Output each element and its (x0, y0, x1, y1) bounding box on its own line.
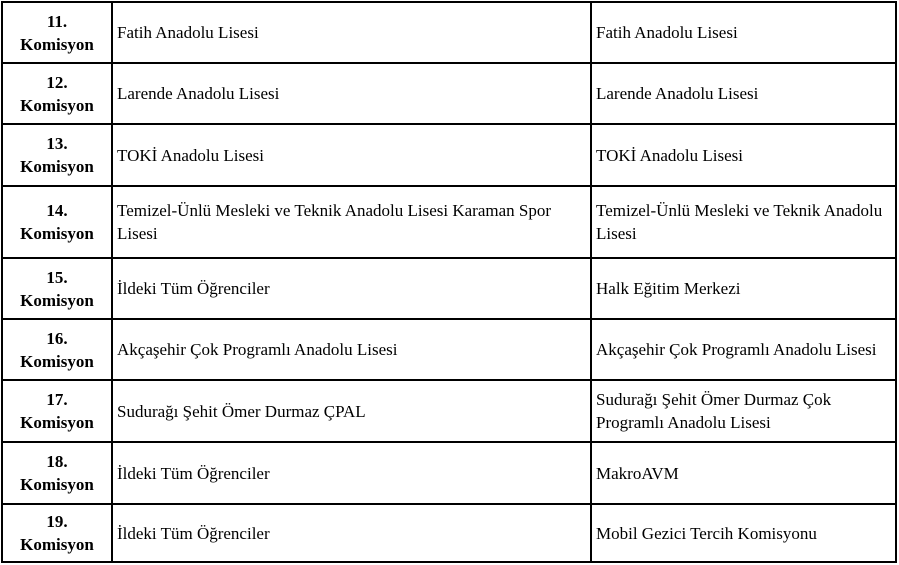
commission-number: 16. (46, 328, 68, 348)
commission-label: Komisyon (20, 157, 94, 176)
location-cell: Halk Eğitim Merkezi (590, 257, 897, 318)
location-cell: Mobil Gezici Tercih Komisyonu (590, 503, 897, 563)
table-row (1, 1, 897, 62)
commission-label: Komisyon (20, 413, 94, 432)
commission-number-cell (1, 185, 111, 257)
table-row (1, 185, 897, 257)
school-cell: İldeki Tüm Öğrenciler (111, 257, 590, 318)
commission-number: 11. (46, 11, 68, 31)
table-row (1, 503, 897, 563)
table-row (1, 379, 897, 441)
school-cell: TOKİ Anadolu Lisesi (111, 123, 590, 185)
location-cell: Sudurağı Şehit Ömer Durmaz Çok Programlı Anadolu Lisesi (590, 379, 897, 441)
location-cell: Temizel-Ünlü Mesleki ve Teknik Anadolu Lisesi (590, 185, 897, 257)
table-row (1, 441, 897, 503)
location-cell: Larende Anadolu Lisesi (590, 62, 897, 123)
location-cell: Fatih Anadolu Lisesi (590, 1, 897, 62)
school-cell: Fatih Anadolu Lisesi (111, 1, 590, 62)
commission-number-cell (1, 318, 111, 379)
commission-number: 18. (46, 452, 68, 471)
commission-number: 19. (46, 512, 68, 531)
school-cell: Larende Anadolu Lisesi (111, 62, 590, 123)
commission-number: 17. (46, 390, 68, 409)
commission-label: Komisyon (20, 535, 94, 554)
commission-number: 15. (46, 267, 68, 287)
commission-label: Komisyon (20, 34, 94, 54)
school-cell: İldeki Tüm Öğrenciler (111, 441, 590, 503)
table-row (1, 123, 897, 185)
commission-label: Komisyon (20, 290, 94, 310)
location-cell: TOKİ Anadolu Lisesi (590, 123, 897, 185)
commission-number-cell (1, 503, 111, 563)
commission-table (1, 1, 897, 563)
commission-number-cell (1, 62, 111, 123)
commission-number: 14. (46, 201, 68, 220)
school-cell: Temizel-Ünlü Mesleki ve Teknik Anadolu Lisesi Karaman Spor Lisesi (111, 185, 590, 257)
location-cell: MakroAVM (590, 441, 897, 503)
commission-label: Komisyon (20, 95, 94, 115)
commission-label: Komisyon (20, 224, 94, 243)
commission-number-cell (1, 379, 111, 441)
table-row (1, 257, 897, 318)
school-cell: Akçaşehir Çok Programlı Anadolu Lisesi (111, 318, 590, 379)
school-cell: İldeki Tüm Öğrenciler (111, 503, 590, 563)
commission-number-cell (1, 123, 111, 185)
commission-label: Komisyon (20, 475, 94, 494)
school-cell: Sudurağı Şehit Ömer Durmaz ÇPAL (111, 379, 590, 441)
commission-label: Komisyon (20, 351, 94, 371)
commission-number-cell (1, 257, 111, 318)
table-row (1, 62, 897, 123)
commission-number-cell (1, 441, 111, 503)
commission-number: 12. (46, 72, 68, 92)
commission-number-cell (1, 1, 111, 62)
commission-number: 13. (46, 134, 68, 153)
location-cell: Akçaşehir Çok Programlı Anadolu Lisesi (590, 318, 897, 379)
table-row (1, 318, 897, 379)
